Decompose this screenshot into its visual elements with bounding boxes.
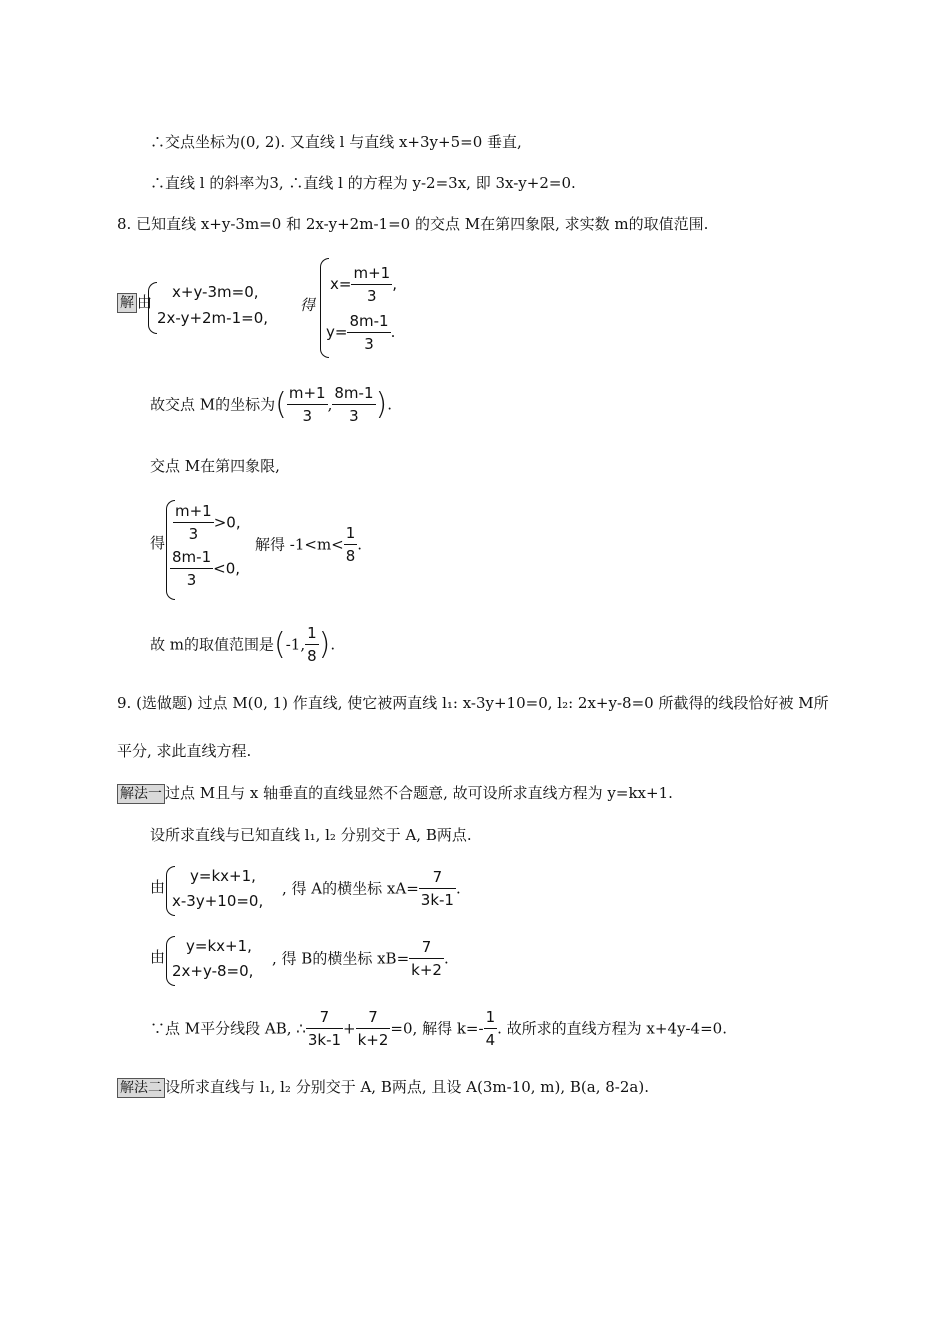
you-label: 由: [137, 293, 153, 311]
xb-text: , 得 B的横坐标 xB=: [272, 949, 410, 968]
text-line: ∴直线 l 的斜率为3, ∴直线 l 的方程为 y-2=3x, 即 3x-y+2=0.: [150, 174, 576, 192]
system-row: y=kx+1,: [190, 867, 256, 885]
method-2-text: 设所求直线与 l₁, l₂ 分别交于 A, B两点, 且设 A(3m-10, m), B(a, 8-2a).: [165, 1078, 649, 1096]
question-8: 8. 已知直线 x+y-3m=0 和 2x-y+2m-1=0 的交点 M在第四象限, 求实数 m的取值范围.: [117, 215, 709, 233]
relation: >0,: [213, 513, 241, 532]
method-2-label: 解法二: [117, 1078, 165, 1098]
denominator: k+2: [357, 1031, 389, 1049]
range-left: -1,: [285, 635, 306, 654]
plus-sign: +: [343, 1019, 356, 1038]
denominator: 8: [307, 647, 317, 665]
fraction: [332, 382, 375, 427]
fraction: [347, 310, 390, 355]
numerator: 7: [409, 936, 444, 959]
midpoint-eq: =0, 解得 k=-: [390, 1019, 484, 1038]
numerator: m+1: [287, 382, 328, 405]
method-1-line: [117, 782, 673, 804]
coord-line: 故交点 M的坐标为( $\frac{m+1}{3}$ , $\frac{8m-1}{3}$ ).: [150, 384, 392, 425]
solution-x: x= $\frac{m+1}{3}$ ,: [330, 264, 397, 305]
numerator: 1: [484, 1006, 498, 1029]
range-prefix: 故 m的取值范围是: [150, 635, 274, 654]
coord-prefix: 故交点 M的坐标为: [150, 395, 276, 414]
numerator: 8m-1: [170, 546, 213, 569]
denominator: 3: [367, 287, 377, 305]
denominator: 3k-1: [307, 1031, 342, 1049]
de-label: 得: [300, 298, 316, 314]
relation: <0,: [213, 559, 241, 578]
solution-y: y= $\frac{8m-1}{3}$ .: [326, 312, 396, 353]
system-row: y=kx+1,: [186, 937, 252, 955]
inequality-1: [173, 500, 241, 545]
you-label: 由: [150, 878, 166, 896]
right-paren: ): [318, 626, 331, 662]
quadrant-line: 交点 M在第四象限,: [150, 457, 280, 475]
setup-line: 设所求直线与已知直线 l₁, l₂ 分别交于 A, B两点.: [150, 826, 472, 844]
text-line: ∴交点坐标为(0, 2). 又直线 l 与直线 x+3y+5=0 垂直,: [150, 133, 522, 151]
sol-x-label: x=: [330, 275, 352, 293]
midpoint-line: [150, 1006, 727, 1051]
solve-text: 解得 -1<m<: [255, 535, 344, 554]
method-2-line: [117, 1076, 649, 1098]
method-1-label: 解法一: [117, 784, 165, 804]
fraction: [419, 866, 456, 911]
fraction: [305, 622, 319, 667]
xa-text: , 得 A的横坐标 xA=: [282, 879, 419, 898]
solution-label: 解: [117, 293, 137, 313]
numerator: 8m-1: [347, 310, 390, 333]
system-row: 2x+y-8=0,: [172, 962, 254, 980]
fraction: [409, 936, 444, 981]
denominator: 3: [186, 571, 197, 589]
denominator: k+2: [411, 961, 442, 979]
method-1-text: 过点 M且与 x 轴垂直的直线显然不合题意, 故可设所求直线方程为 y=kx+1.: [165, 784, 673, 802]
fraction: [356, 1006, 391, 1051]
denominator: 8: [345, 547, 356, 565]
denominator: 4: [485, 1031, 496, 1049]
fraction: [170, 546, 213, 591]
denominator: 3: [349, 407, 359, 425]
left-paren: (: [275, 386, 287, 422]
system-row: x+y-3m=0,: [172, 283, 259, 301]
denominator: 3: [188, 525, 199, 543]
numerator: 7: [306, 1006, 343, 1029]
system-row: 2x-y+2m-1=0,: [157, 309, 269, 327]
solve-line: 解得 -1<m< $\frac{1}{8}$ .: [255, 524, 363, 565]
numerator: m+1: [351, 262, 392, 285]
right-paren: ): [375, 386, 388, 422]
numerator: 1: [344, 522, 358, 545]
midpoint-prefix: ∵点 M平分线段 AB, ∴: [150, 1019, 306, 1038]
sol-y-label: y=: [326, 323, 348, 341]
fraction: [344, 522, 358, 567]
range-line: 故 m的取值范围是(-1, $\frac{1}{8}$ ).: [150, 624, 336, 665]
question-9-cont: 平分, 求此直线方程.: [117, 742, 252, 760]
numerator: 1: [305, 622, 319, 645]
solution-tag: [117, 291, 152, 313]
question-9: 9. (选做题) 过点 M(0, 1) 作直线, 使它被两直线 l₁: x-3y+10=0, l₂: 2x+y-8=0 所截得的线段恰好被 M所: [117, 694, 829, 712]
numerator: 7: [356, 1006, 391, 1029]
left-paren: (: [274, 626, 286, 662]
xb-line: , 得 B的横坐标 xB= $\frac{7}{k+2}$ .: [272, 938, 449, 979]
fraction: [484, 1006, 498, 1051]
you-label: 由: [150, 948, 166, 966]
fraction: [287, 382, 328, 427]
de-label: 得: [150, 534, 166, 552]
fraction: [306, 1006, 343, 1051]
numerator: 8m-1: [332, 382, 375, 405]
brace: [148, 282, 157, 334]
numerator: 7: [419, 866, 456, 889]
midpoint-suffix: . 故所求的直线方程为 x+4y-4=0.: [497, 1019, 727, 1038]
xa-line: , 得 A的横坐标 xA= $\frac{7}{3k-1}$ .: [282, 868, 461, 909]
numerator: m+1: [173, 500, 214, 523]
denominator: 3k-1: [420, 891, 454, 909]
fraction: [351, 262, 392, 307]
denominator: 3: [302, 407, 312, 425]
denominator: 3: [364, 335, 374, 353]
system-row: x-3y+10=0,: [172, 892, 264, 910]
fraction: [173, 500, 214, 545]
inequality-2: [170, 546, 240, 591]
